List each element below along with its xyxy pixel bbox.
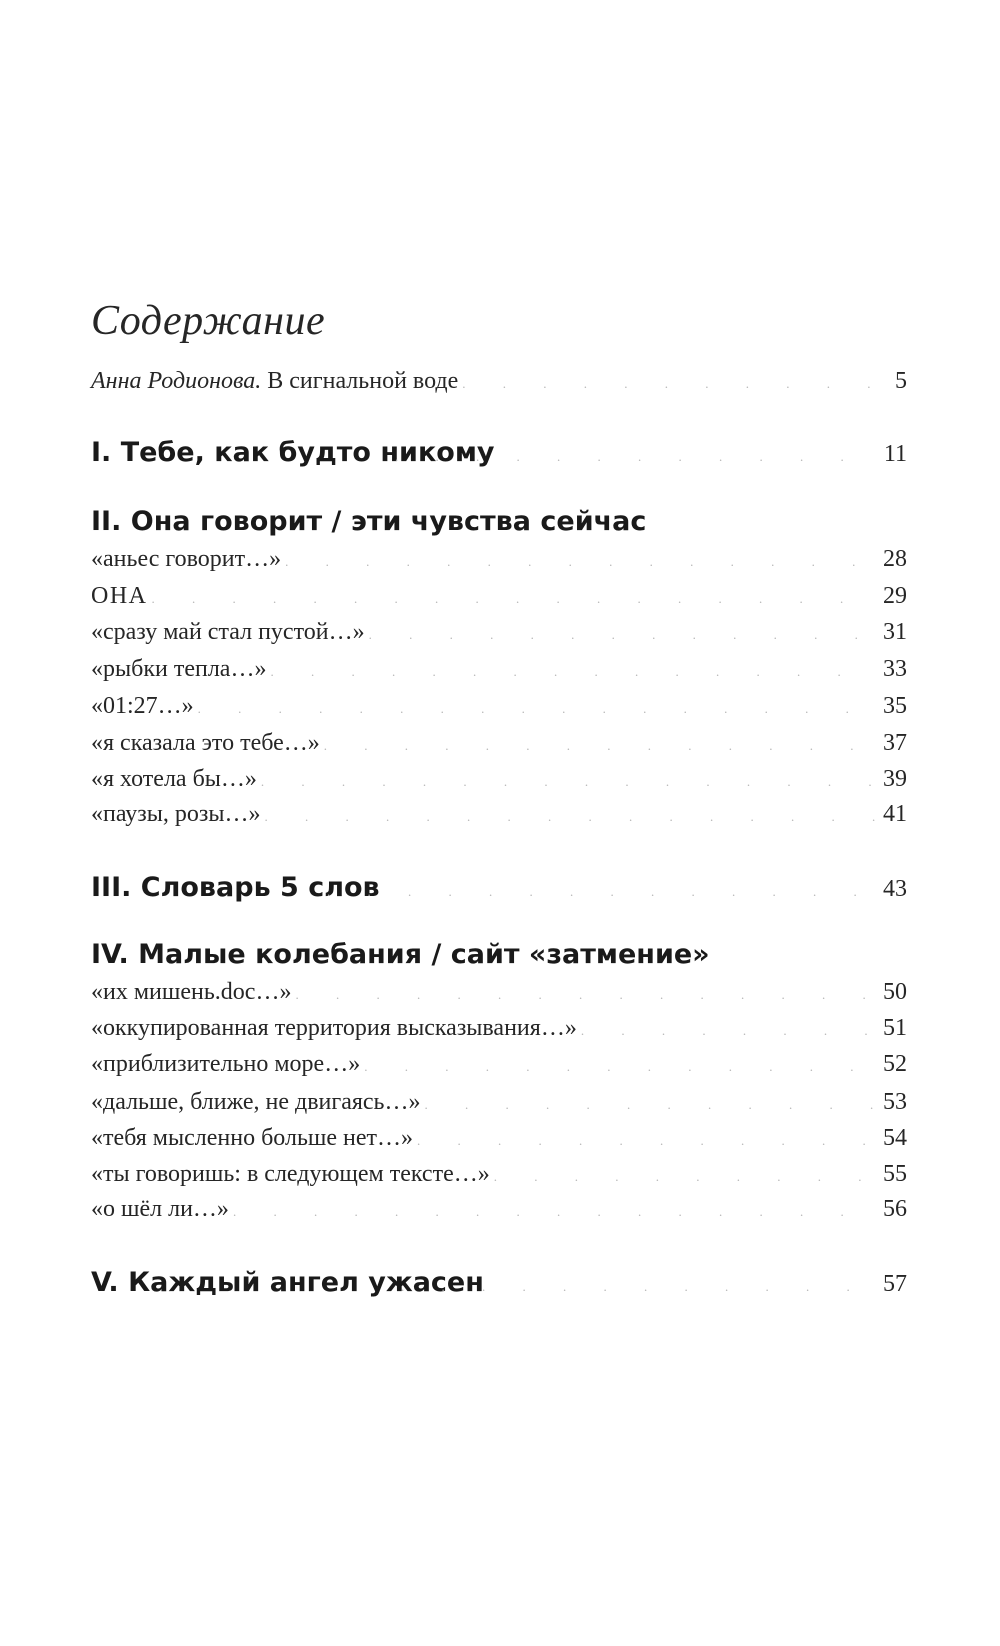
- section-heading: III. Словарь 5 слов: [91, 872, 380, 903]
- page-number: 43: [883, 876, 907, 902]
- dot-leader: [285, 554, 875, 570]
- section-heading: I. Тебе, как будто никому: [91, 437, 495, 468]
- toc-entry-label: «о шёл ли…»: [91, 1196, 229, 1222]
- dot-leader: [198, 701, 875, 717]
- toc-entry: [91, 1125, 907, 1152]
- page-number: 37: [883, 730, 907, 756]
- dot-leader: [295, 987, 875, 1003]
- dot-leader: [327, 884, 875, 900]
- page-number: 51: [883, 1015, 907, 1041]
- toc-entry-label: «их мишень.doc…»: [91, 979, 292, 1005]
- dot-leader: [395, 449, 876, 465]
- toc-entry: [91, 730, 907, 757]
- toc-page: [91, 0, 907, 1646]
- toc-entry: [91, 1196, 907, 1223]
- page-number: 29: [883, 583, 907, 609]
- section-heading: II. Она говорит / эти чувства сейчас: [91, 506, 647, 537]
- toc-entry-label: «паузы, розы…»: [91, 801, 261, 827]
- page-number: 35: [883, 693, 907, 719]
- dot-leader: [494, 1169, 875, 1185]
- toc-title: Содержание: [91, 298, 326, 344]
- preface-title: В сигнальной воде: [267, 368, 459, 394]
- dot-leader: [233, 1204, 875, 1220]
- toc-entry: [91, 546, 907, 573]
- toc-entry-label: «ты говоришь: в следующем тексте…»: [91, 1161, 490, 1187]
- toc-entry-label: «01:27…»: [91, 693, 194, 719]
- dot-leader: [401, 1279, 875, 1295]
- toc-entry: [91, 619, 907, 646]
- toc-section-4: [91, 939, 907, 970]
- toc-entry: [91, 583, 907, 610]
- toc-entry: [91, 979, 907, 1006]
- dot-leader: [324, 738, 875, 754]
- toc-entry: [91, 693, 907, 720]
- toc-entry-preface: [91, 368, 907, 395]
- toc-entry-label: «сразу май стал пустой…»: [91, 619, 365, 645]
- toc-entry-label: [91, 368, 458, 395]
- toc-entry-label: «рыбки тепла…»: [91, 656, 267, 682]
- toc-entry-label: «приблизительно море…»: [91, 1051, 361, 1077]
- dot-leader: [425, 1097, 876, 1113]
- toc-entry: [91, 801, 907, 828]
- dot-leader: [462, 376, 887, 392]
- toc-entry-label: ОНА: [91, 583, 148, 609]
- dot-leader: [152, 591, 876, 607]
- page-number: 41: [883, 801, 907, 827]
- dot-leader: [265, 809, 876, 825]
- toc-entry-label: «я хотела бы…»: [91, 766, 257, 792]
- toc-section-1: [91, 437, 907, 468]
- dot-leader: [369, 627, 875, 643]
- dot-leader: [261, 774, 875, 790]
- toc-entry-label: «дальше, ближе, не двигаясь…»: [91, 1089, 421, 1115]
- toc-entry-label: «оккупированная территория высказывания…»: [91, 1015, 577, 1041]
- page-number: 50: [883, 979, 907, 1005]
- toc-entry-label: «я сказала это тебе…»: [91, 730, 320, 756]
- toc-entry: [91, 1015, 907, 1042]
- toc-entry-label: «аньес говорит…»: [91, 546, 282, 572]
- dot-leader: [364, 1059, 875, 1075]
- toc-entry: [91, 1089, 907, 1116]
- page-number: 53: [883, 1089, 907, 1115]
- toc-entry-label: «тебя мысленно больше нет…»: [91, 1125, 414, 1151]
- toc-section-3: [91, 872, 907, 903]
- page-number: 52: [883, 1051, 907, 1077]
- dot-leader: [417, 1133, 875, 1149]
- dot-leader: [581, 1023, 875, 1039]
- page-number: 56: [883, 1196, 907, 1222]
- toc-section-5: [91, 1267, 907, 1298]
- page-number: 39: [883, 766, 907, 792]
- toc-entry: [91, 656, 907, 683]
- page-number: 28: [883, 546, 907, 572]
- page-number: 31: [883, 619, 907, 645]
- preface-author: Анна Родионова.: [91, 368, 262, 394]
- toc-entry: [91, 766, 907, 793]
- toc-entry: [91, 1051, 907, 1078]
- section-heading: V. Каждый ангел ужасен: [91, 1267, 484, 1298]
- page-number: 5: [895, 368, 907, 394]
- toc-section-2: [91, 506, 907, 537]
- page-number: 55: [883, 1161, 907, 1187]
- toc-entry: [91, 1161, 907, 1188]
- page-number: 33: [883, 656, 907, 682]
- page-number: 57: [883, 1271, 907, 1297]
- dot-leader: [270, 664, 875, 680]
- page-number: 54: [883, 1125, 907, 1151]
- section-heading: IV. Малые колебания / сайт «затмение»: [91, 939, 710, 970]
- page-number: 11: [883, 441, 907, 467]
